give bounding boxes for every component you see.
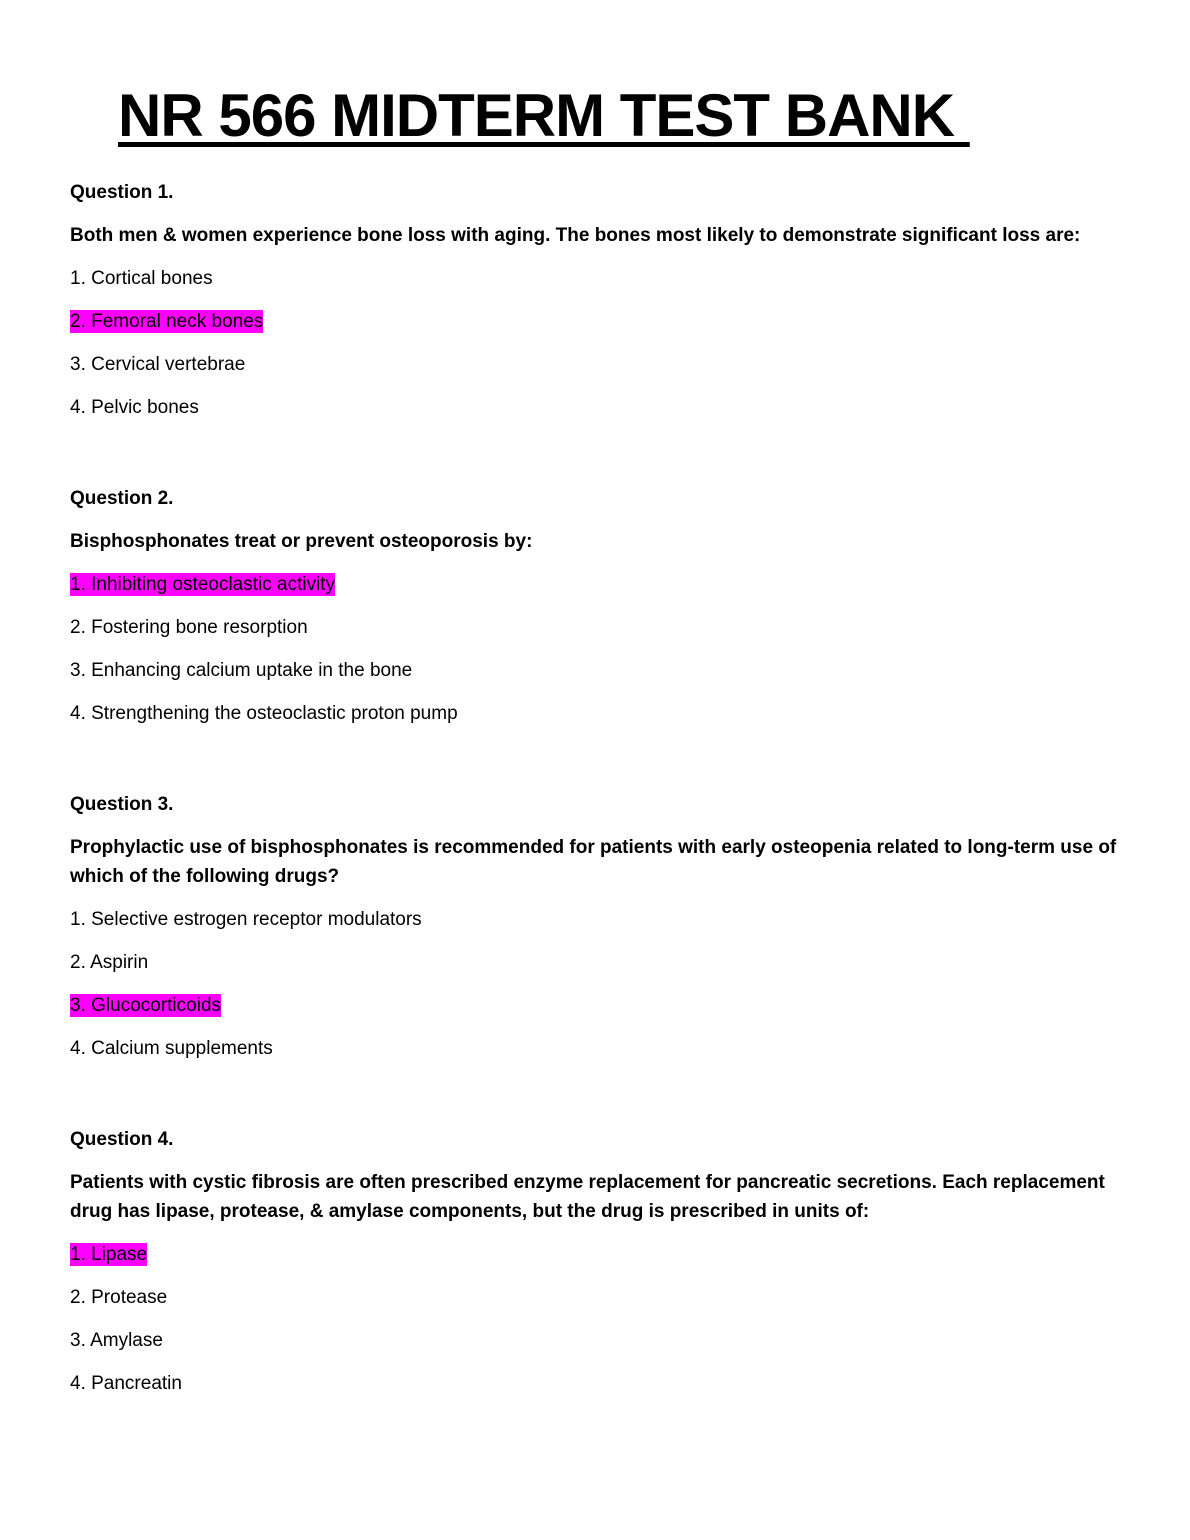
- question-label: Question 4.: [70, 1129, 174, 1150]
- answer-option: 2. Protease: [70, 1287, 168, 1308]
- answer-options: [70, 264, 1120, 422]
- answer-option: 1. Selective estrogen receptor modulators: [70, 909, 422, 930]
- answer-option: 2. Aspirin: [70, 952, 149, 973]
- question-label: Question 3.: [70, 794, 174, 815]
- answer-option-correct: 1. Lipase: [70, 1244, 148, 1265]
- question-3: [70, 790, 1120, 1063]
- question-2: [70, 484, 1120, 728]
- answer-option: 4. Pelvic bones: [70, 397, 199, 418]
- answer-option-correct: 1. Inhibiting osteoclastic activity: [70, 574, 336, 595]
- question-text: Prophylactic use of bisphosphonates is recommended for patients with early osteopenia related to long-term use of which of the following drugs?: [70, 837, 1117, 887]
- question-text: Bisphosphonates treat or prevent osteoporosis by:: [70, 531, 533, 552]
- answer-option: 3. Amylase: [70, 1330, 163, 1351]
- answer-option: 3. Enhancing calcium uptake in the bone: [70, 660, 413, 681]
- answer-options: [70, 570, 1120, 728]
- question-1: [70, 178, 1120, 422]
- question-text: Patients with cystic fibrosis are often prescribed enzyme replacement for pancreatic secretions. Each replacement drug has lipase, protease, & amylase components, but the drug is prescribed in units of:: [70, 1172, 1105, 1222]
- answer-options: [70, 1240, 1120, 1398]
- question-label: Question 2.: [70, 488, 174, 509]
- answer-option: 4. Calcium supplements: [70, 1038, 273, 1059]
- answer-option: 3. Cervical vertebrae: [70, 354, 246, 375]
- page-title: NR 566 MIDTERM TEST BANK: [118, 82, 970, 149]
- question-label: Question 1.: [70, 182, 174, 203]
- question-4: [70, 1125, 1120, 1398]
- answer-option: 2. Fostering bone resorption: [70, 617, 308, 638]
- answer-option: 4. Pancreatin: [70, 1373, 182, 1394]
- question-text: Both men & women experience bone loss with aging. The bones most likely to demonstrate significant loss are:: [70, 225, 1081, 246]
- answer-option-correct: 3. Glucocorticoids: [70, 995, 222, 1016]
- answer-options: [70, 905, 1120, 1063]
- answer-option: 4. Strengthening the osteoclastic proton pump: [70, 703, 458, 724]
- answer-option: 1. Cortical bones: [70, 268, 213, 289]
- answer-option-correct: 2. Femoral neck bones: [70, 311, 264, 332]
